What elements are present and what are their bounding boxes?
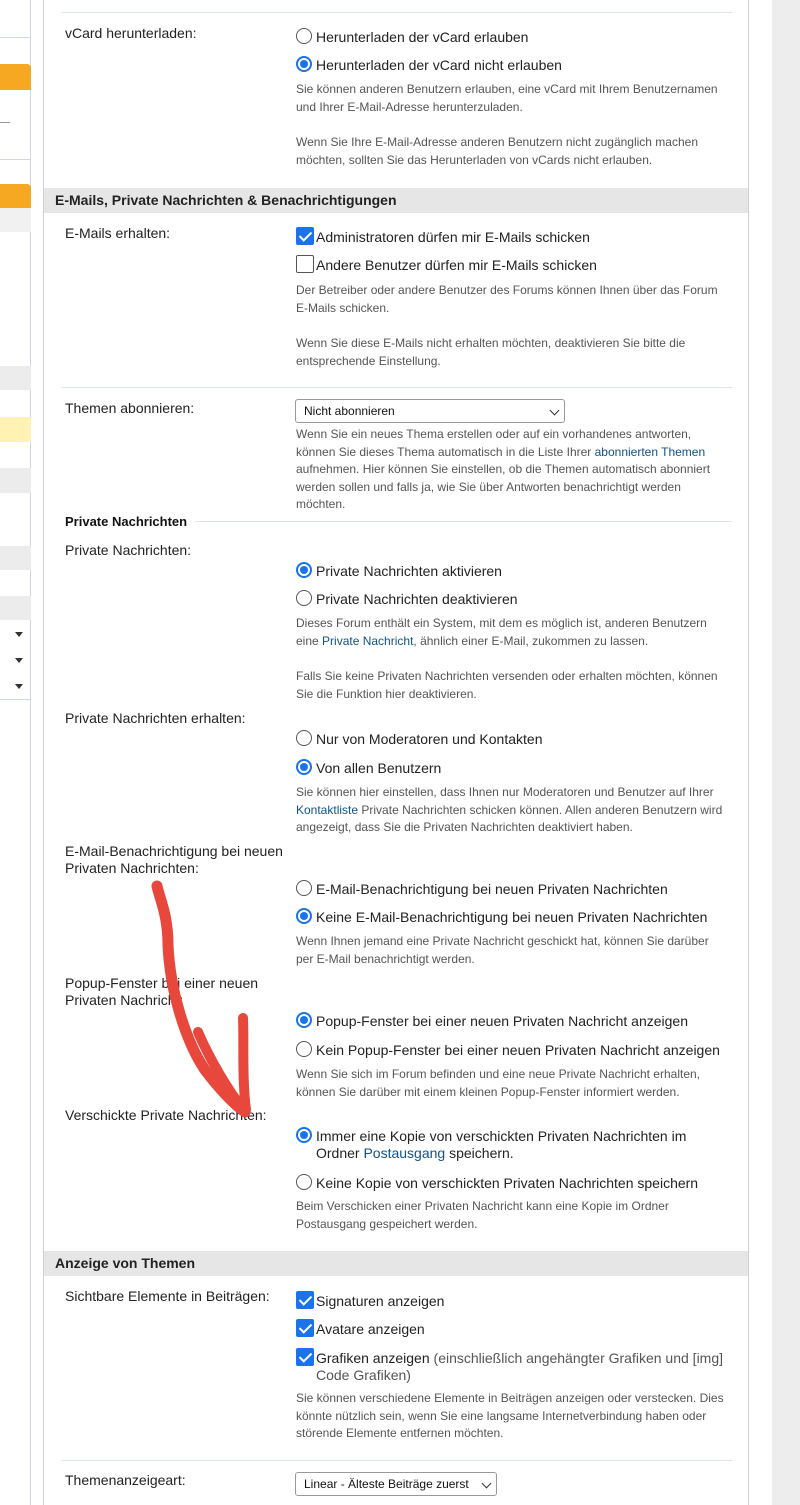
checkbox-checked-icon[interactable] [296, 1291, 314, 1309]
checkbox-checked-icon[interactable] [296, 1319, 314, 1337]
right-gutter [772, 0, 800, 1505]
radio-unchecked-icon[interactable] [296, 1041, 312, 1057]
divider [61, 12, 732, 13]
pm-notify-label: E-Mail-Benachrichtigung bei neuen Privaten Nachrichten: [65, 843, 283, 876]
checkbox-checked-icon[interactable] [296, 227, 314, 245]
vcard-explain: Sie können anderen Benutzern erlauben, eine vCard mit Ihrem Benutzernamen und Ihrer E-Mail-Adresse herunterzuladen. [296, 82, 718, 114]
radio-unchecked-icon[interactable] [296, 590, 312, 606]
pm-popup-explain: Wenn Sie sich im Forum befinden und eine neue Private Nachricht erhalten, können Sie darüber mit einem kleinen Popup-Fenster informiert werden. [296, 1067, 700, 1099]
chevron-down-icon [15, 684, 23, 689]
pm-sent-label: Verschickte Private Nachrichten: [65, 1107, 267, 1123]
radio-checked-icon[interactable] [296, 56, 312, 72]
subscribed-topics-link[interactable]: abonnierten Themen [594, 444, 706, 459]
chevron-down-icon [482, 1479, 492, 1489]
contact-list-link[interactable]: Kontaktliste [296, 802, 359, 817]
background-window-edge [0, 0, 31, 1505]
chevron-down-icon [550, 406, 560, 416]
divider [61, 387, 732, 388]
pm-notify-explain: Wenn Ihnen jemand eine Private Nachricht geschickt hat, können Sie darüber per E-Mail benachrichtigt werden. [296, 934, 709, 966]
radio-unchecked-icon[interactable] [296, 880, 312, 896]
topic-mode-select[interactable]: Linear - Älteste Beiträge zuerst [295, 1472, 497, 1496]
emails-explain-2: Wenn Sie diese E-Mails nicht erhalten möchten, deaktivieren Sie bitte die entsprechende Einstellung. [296, 336, 686, 368]
pm-receive-explain: Sie können hier einstellen, dass Ihnen nur Moderatoren und Benutzer auf Ihrer Kontaktliste Private Nachrichten schicken können. Allen anderen Benutzern wird angezeigt, dass Sie die Privaten Nachrichten deaktiviert haben. [296, 785, 723, 834]
radio-unchecked-icon[interactable] [296, 1174, 312, 1190]
private-message-link[interactable]: Private Nachricht [322, 633, 414, 648]
vcard-explain-2: Wenn Sie Ihre E-Mail-Adresse anderen Benutzern nicht zugänglich machen möchten, sollten Sie das Herunterladen von vCards nicht erlauben. [296, 135, 698, 167]
pm-enable-explain: Dieses Forum enthält ein System, mit dem es möglich ist, anderen Benutzern eine Private Nachricht, ähnlich einer E-Mail, zukommen zu lassen. [296, 616, 707, 648]
pm-popup-label: Popup-Fenster bei einer neuen Privaten Nachricht: [65, 975, 259, 1008]
orange-tab [0, 64, 31, 90]
section-header-topics: Anzeige von Themen [44, 1251, 748, 1276]
radio-checked-icon[interactable] [296, 1012, 312, 1028]
pm-enable-explain-2: Falls Sie keine Privaten Nachrichten versenden oder erhalten möchten, können Sie die Funktion hier deaktivieren. [296, 669, 718, 701]
topic-mode-label: Themenanzeigeart: [65, 1472, 186, 1488]
chevron-down-icon [15, 658, 23, 663]
pm-subheading: Private Nachrichten [65, 514, 188, 529]
radio-unchecked-icon[interactable] [296, 730, 312, 746]
radio-checked-icon[interactable] [296, 759, 312, 775]
checkbox-unchecked-icon[interactable] [296, 255, 314, 273]
orange-tab [0, 184, 31, 208]
divider [195, 521, 732, 522]
outbox-link[interactable]: Postausgang [363, 1145, 446, 1161]
subscribe-select[interactable]: Nicht abonnieren [295, 399, 565, 423]
pm-sent-explain: Beim Verschicken einer Privaten Nachricht kann eine Kopie im Ordner Postausgang gespeichert werden. [296, 1199, 669, 1231]
emails-explain: Der Betreiber oder andere Benutzer des Forums können Ihnen über das Forum E-Mails schicken. [296, 283, 718, 315]
pm-copy-option[interactable]: Immer eine Kopie von verschickten Privaten Nachrichten im Ordner Postausgang speichern. [296, 1128, 716, 1164]
section-header-email: E-Mails, Private Nachrichten & Benachrichtigungen [44, 188, 748, 213]
chevron-down-icon [15, 632, 23, 637]
pm-enable-label: Private Nachrichten: [65, 542, 192, 558]
radio-checked-icon[interactable] [296, 908, 312, 924]
radio-unchecked-icon[interactable] [296, 28, 312, 44]
radio-checked-icon[interactable] [296, 562, 312, 578]
checkbox-checked-icon[interactable] [296, 1348, 314, 1366]
divider [61, 1460, 732, 1461]
visible-elements-label: Sichtbare Elemente in Beiträgen: [65, 1288, 270, 1304]
visible-elements-explain: Sie können verschiedene Elemente in Beiträgen anzeigen oder verstecken. Dies könnte nützlich sein, wenn Sie eine langsame Internetverbindung haben oder störende Elemente entfernen möchten. [296, 1391, 724, 1440]
subscribe-label: Themen abonnieren: [65, 400, 195, 416]
emails-label: E-Mails erhalten: [65, 225, 171, 241]
show-images-option[interactable]: Grafiken anzeigen (einschließlich angehängter Grafiken und [img] Code Grafiken) [296, 1350, 726, 1386]
pm-receive-label: Private Nachrichten erhalten: [65, 710, 246, 726]
vcard-label: vCard herunterladen: [65, 25, 197, 41]
radio-checked-icon[interactable] [296, 1127, 312, 1143]
subscribe-explain: Wenn Sie ein neues Thema erstellen oder auf ein vorhandenes antworten, können Sie dieses Thema automatisch in die Liste Ihrer abonnierten Themen aufnehmen. Hier können Sie einstellen, ob die Themen automatisch abonniert werden sollen und falls ja, wie Sie über Antworten benachrichtigt werden möchten. [296, 427, 711, 511]
